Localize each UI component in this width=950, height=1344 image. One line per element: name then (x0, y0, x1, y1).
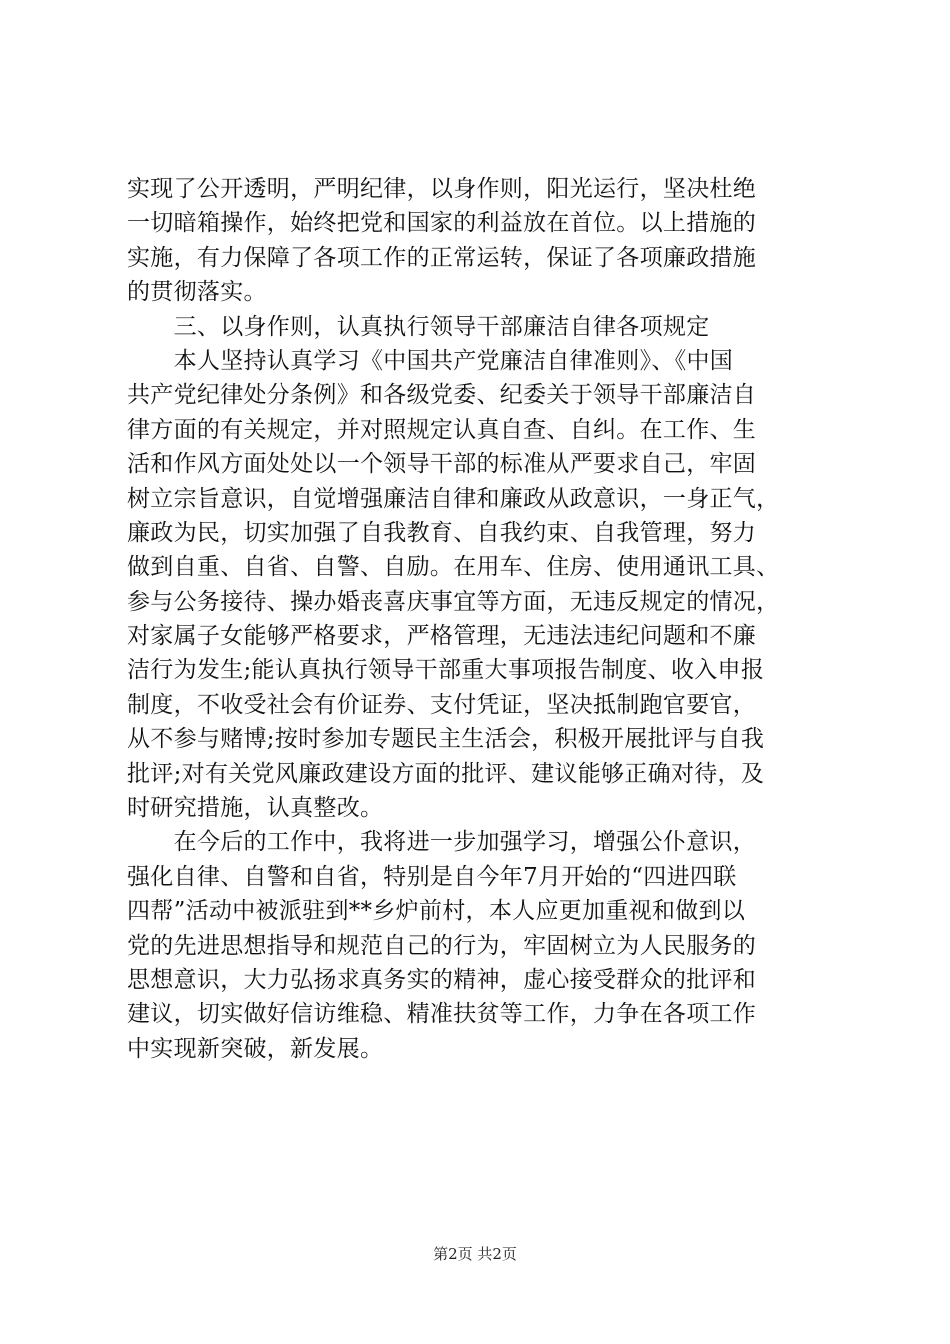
text-line: 洁行为发生;能认真执行领导干部重大事项报告制度、收入申报 (127, 657, 765, 684)
text-line: 建议，切实做好信访维稳、精准扶贫等工作，力争在各项工作 (127, 1001, 757, 1028)
text-line: 中实现新突破，新发展。 (127, 1035, 384, 1062)
text-line: 的贯彻落实。 (127, 279, 267, 306)
text-line: 实施，有力保障了各项工作的正常运转，保证了各项廉政措施 (127, 244, 757, 271)
section-heading: 三、以身作则，认真执行领导干部廉洁自律各项规定 (127, 313, 710, 340)
text-line: 律方面的有关规定，并对照规定认真自查、自纠。在工作、生 (127, 416, 757, 443)
text-line: 参与公务接待、操办婚丧喜庆事宜等方面，无违反规定的情况， (127, 588, 780, 615)
page-number-footer: 第2页 共2页 (433, 1245, 517, 1263)
document-body (127, 172, 823, 1066)
text-line: 实现了公开透明，严明纪律，以身作则，阳光运行，坚决杜绝 (127, 176, 757, 202)
text-line: 制度，不收受社会有价证券、支付凭证，坚决抵制跑官要官， (127, 691, 757, 718)
text-line: 树立宗旨意识，自觉增强廉洁自律和廉政从政意识，一身正气， (127, 485, 780, 512)
text-line: 在今后的工作中，我将进一步加强学习，增强公仆意识， (127, 829, 757, 856)
text-line: 廉政为民，切实加强了自我教育、自我约束、自我管理，努力 (127, 519, 757, 546)
text-line: 本人坚持认真学习《中国共产党廉洁自律准则》、《中国 (127, 347, 734, 374)
text-line: 时研究措施，认真整改。 (127, 795, 384, 822)
text-line: 从不参与赌博;按时参加专题民主生活会，积极开展批评与自我 (127, 726, 765, 753)
text-line: 对家属子女能够严格要求，严格管理，无违法违纪问题和不廉 (127, 623, 757, 650)
text-line: 一切暗箱操作，始终把党和国家的利益放在首位。以上措施的 (127, 210, 757, 237)
text-line: 思想意识，大力弘扬求真务实的精神，虚心接受群众的批评和 (127, 966, 757, 993)
text-line: 党的先进思想指导和规范自己的行为，牢固树立为人民服务的 (127, 932, 757, 959)
text-line: 强化自律、自警和自省，特别是自今年7月开始的“四进四联 (127, 863, 737, 890)
text-line: 共产党纪律处分条例》和各级党委、纪委关于领导干部廉洁自 (127, 382, 757, 409)
text-line: 做到自重、自省、自警、自励。在用车、住房、使用通讯工具、 (127, 554, 780, 581)
text-line: 四帮”活动中被派驻到**乡炉前村，本人应更加重视和做到以 (127, 898, 746, 925)
text-line: 活和作风方面处处以一个领导干部的标准从严要求自己，牢固 (127, 451, 757, 478)
text-line: 批评;对有关党风廉政建设方面的批评、建议能够正确对待，及 (127, 760, 765, 787)
